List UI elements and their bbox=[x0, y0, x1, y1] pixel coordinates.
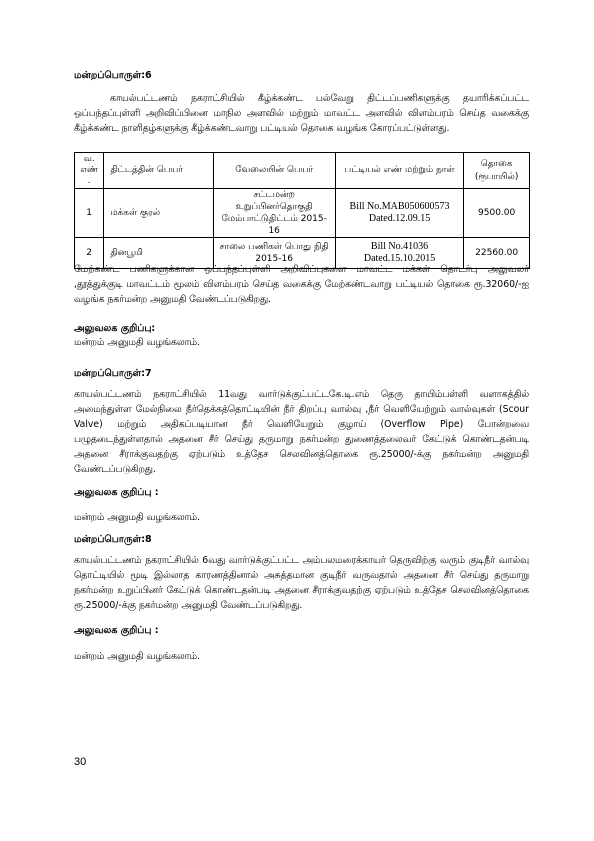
item6-note-heading: அலுவலக குறிப்பு: bbox=[74, 323, 156, 334]
table-row bbox=[75, 189, 530, 238]
col-header-bill: பட்டியல் எண் மற்றும் நாள் bbox=[335, 153, 463, 189]
table-header-row bbox=[75, 153, 530, 189]
item7-heading: மன்றப்பொருள்:7 bbox=[74, 368, 152, 379]
bill-table bbox=[74, 152, 530, 269]
item8-note-heading: அலுவலக குறிப்பு : bbox=[74, 625, 159, 636]
cell-sno: 2 bbox=[75, 238, 104, 269]
cell-bill-date: Dated.15.10.2015 bbox=[363, 253, 436, 264]
item8-heading: மன்றப்பொருள்:8 bbox=[74, 534, 152, 545]
cell-bill-date: Dated.12.09.15 bbox=[368, 213, 431, 224]
cell-bill-number: Bill No.MAB050600573 bbox=[349, 201, 450, 212]
cell-scheme: மக்கள் குரல் bbox=[104, 189, 213, 238]
col-header-amount: தொகை (ரூபாயில்) bbox=[464, 153, 530, 189]
col-header-work: வேலையின் பெயர் bbox=[213, 153, 335, 189]
item7-note-heading: அலுவலக குறிப்பு : bbox=[74, 487, 159, 498]
col-header-sno: வ. எண் . bbox=[75, 153, 104, 189]
cell-bill-number: Bill No.41036 bbox=[370, 241, 429, 252]
col-header-scheme: திட்டத்தின் பெயர் bbox=[104, 153, 213, 189]
item6-heading: மன்றப்பொருள்:6 bbox=[74, 70, 152, 81]
item7-note: மன்றம் அனுமதி வழங்கலாம். bbox=[74, 512, 200, 523]
item6-intro: காயல்பட்டணம் நகராட்சியில் கீழ்க்கண்ட பல்வேறு திட்டப்பணிகளுக்கு தயாரிக்கப்பட்ட ஒப்பந்தப்புள்ளி அறிவிப்பினை மாநில அளவில் மற்றும் மாவட்ட அளவில் விளம்பரம் செய்த வகைக்கு கீழ்க்கண்ட நாளிதழ்களுக்கு கீழ்க்கண்டவாறு பட்டியல் தொகை வழங்க கோரப்பட்டுள்ளது. bbox=[74, 93, 529, 134]
item7-body: காயல்பட்டணம் நகராட்சியில் 11வது வார்டுக்குட்பட்டகே.டி.எம் தெரு தாயிம்பள்ளி வளாகத்தில் அமைந்துள்ள மேல்நிலை நீர்தெக்கத்தொட்டியின் நீர் திறப்பு வால்வு ,நீர் வெளியேற்றும் வால்வுகள் (Scour Valve) மற்றும் அதிகப்படியான நீர் வெளியேறும் குழாய் (Overflow Pipe) போன்றவை பழுதடைந்துள்ளதால் அதனை சீர் செய்து தருமாறு நகர்மன்ற துணைத்தலைவர் கேட்டுக் கொண்டதன்படி அதனை சீராக்குவதற்கு ஏற்படும் உத்தேச செலவினத்தொகை ரூ.25000/-க்கு நகர்மன்ற அனுமதி வேண்டப்படுகிறது. bbox=[74, 389, 529, 475]
page-number: 30 bbox=[74, 756, 87, 768]
item6-note: மன்றம் அனுமதி வழங்கலாம். bbox=[74, 337, 200, 348]
cell-amount: 22560.00 bbox=[464, 238, 530, 269]
cell-scheme: தினபூமி bbox=[104, 238, 213, 269]
item8-body: காயல்பட்டணம் நகராட்சியில் 6வது வார்டுக்குட்பட்ட அம்பலமரைக்காயர் தெருவிற்கு வரும் குடிநீர் வால்வு தொட்டியில் மூடி இல்லாத காரணத்தினால் அசுத்தமான குடிநீர் வருவதால் அதனை சீர் செய்து தருமாறு நகர்மன்ற உறுப்பினர் கேட்டுக் கொண்டதன்படி அதனை சீராக்குவதற்கு ஏற்படும் உத்தேச செலவினத்தொகை ரூ.25000/-க்கு நகர்மன்ற அனுமதி வேண்டப்படுகிறது. bbox=[74, 555, 529, 611]
cell-work: சட்டமன்ற உறுப்பினர்தொகுதி மேம்பாட்டுதிட்டம் 2015-16 bbox=[213, 189, 335, 238]
item6-closing: மேற்கண்ட பணிகளுக்கான ஒப்பந்தப்புள்ளி அறிவிப்புகளை மாவட்ட மக்கள் தொடர்பு அலுவலர் ,தூத்துக்குடி மாவட்டம் மூலம் விளம்பரம் செய்த வகைக்கு மேற்கண்டவாறு பட்டியல் தொகை ரூ.32060/-ஐ வழங்க நகர்மன்ற அனுமதி வேண்டப்படுகிறது. bbox=[74, 264, 529, 305]
cell-sno: 1 bbox=[75, 189, 104, 238]
cell-bill bbox=[335, 189, 463, 238]
cell-amount: 9500.00 bbox=[464, 189, 530, 238]
cell-work: சாலை பணிகள் பொது நிதி 2015-16 bbox=[213, 238, 335, 269]
item8-note: மன்றம் அனுமதி வழங்கலாம். bbox=[74, 651, 200, 662]
